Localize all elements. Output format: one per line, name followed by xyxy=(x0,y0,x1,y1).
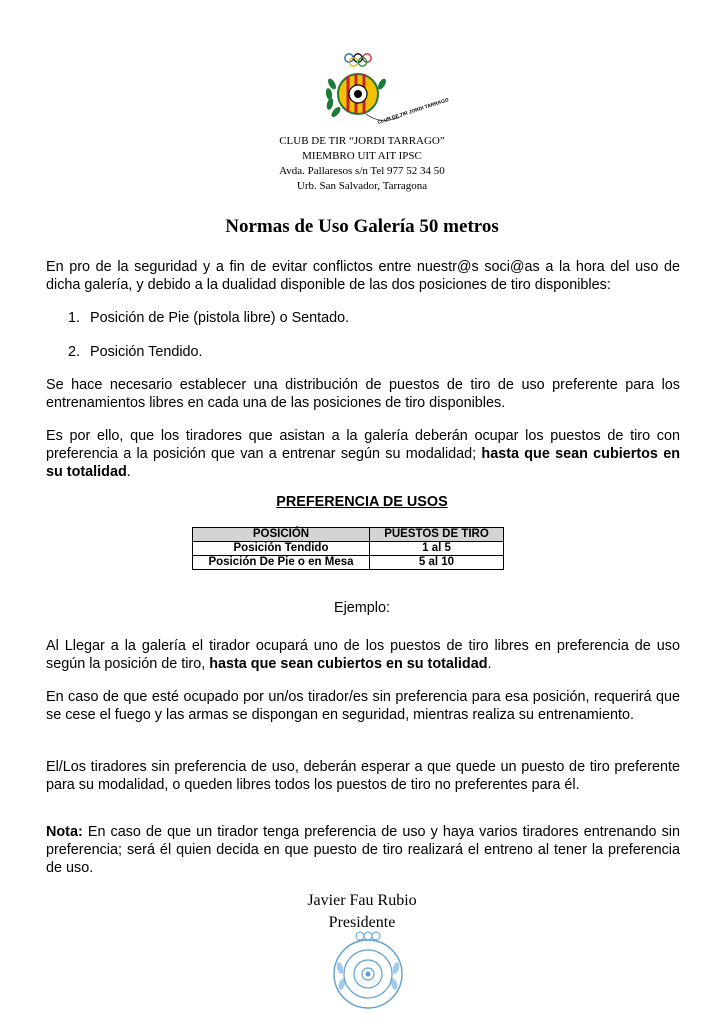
rule-bold-text: hasta que sean cubiertos en su totalidad xyxy=(46,446,680,480)
list-text: Posición Tendido. xyxy=(90,344,203,360)
club-info xyxy=(0,134,724,194)
intro-paragraph: En pro de la seguridad y a fin de evitar conflictos entre nuestr@s soci@as a la hora del uso de dicha galería, y debido a la dualidad disponible de las dos posiciones de tiro disponibles: xyxy=(46,259,680,293)
club-membership: MIEMBRO UIT AIT IPSC xyxy=(302,150,422,162)
occupied-paragraph: En caso de que esté ocupado por un/os tirador/es sin preferencia para esa posición, requerirá que se cese el fuego y las armas se dispongan en seguridad, mientras realiza su entrenamiento. xyxy=(46,689,680,723)
list-text: Posición de Pie (pistola libre) o Sentado. xyxy=(90,310,350,326)
arrival-text: Al Llegar a la galería el tirador ocupará uno de los puestos de tiro libres en preferencia de uso según la posición de tiro, xyxy=(46,638,680,672)
table-header-position: POSICIÓN xyxy=(193,528,370,542)
arrival-paragraph xyxy=(46,637,680,673)
club-address: Avda. Pallaresos s/n Tel 977 52 34 50 xyxy=(279,165,445,177)
list-number: 1. xyxy=(68,310,81,326)
note-paragraph xyxy=(46,823,680,877)
signer-name: Javier Fau Rubio xyxy=(307,892,417,909)
preference-heading: PREFERENCIA DE USOS xyxy=(276,494,448,510)
example-label: Ejemplo: xyxy=(334,600,390,616)
rule-text: Es por ello, que los tiradores que asistan a la galería deberán ocupar los puestos de tiro con preferencia a la posición que van a entrenar según su modalidad; xyxy=(46,428,680,462)
distribution-paragraph: Se hace necesario establecer una distribución de puestos de tiro de uso preferente para los entrenamientos libres en cada una de las posiciones de tiro disponibles. xyxy=(46,377,680,411)
logo-text: CLUB DE TIR JORDI TARRAGO xyxy=(376,97,450,126)
table-row xyxy=(193,556,504,570)
club-locality: Urb. San Salvador, Tarragona xyxy=(296,180,428,192)
table-header-stations: PUESTOS DE TIRO xyxy=(370,528,504,542)
list-item xyxy=(68,343,203,361)
note-text: En caso de que un tirador tenga preferencia de uso y haya varios tiradores entrenando sin preferencia; será él quien decida en que puesto de tiro realizará el entreno al tener la preferencia de uso. xyxy=(46,824,680,876)
rule-end: . xyxy=(126,464,131,480)
club-stamp xyxy=(326,928,410,1012)
club-crest-logo xyxy=(318,50,450,132)
arrival-bold-text: hasta que sean cubiertos en su totalidad xyxy=(209,656,488,672)
note-label: Nota: xyxy=(46,824,83,840)
signature-block xyxy=(0,890,724,934)
list-item xyxy=(68,309,349,327)
wait-paragraph: El/Los tiradores sin preferencia de uso, deberán esperar a que quede un puesto de tiro preferente para su modalidad, o queden libres todos los puestos de tiro no preferentes para él. xyxy=(46,759,680,793)
document-title: Normas de Uso Galería 50 metros xyxy=(225,216,499,237)
club-name: CLUB DE TIR “JORDI TARRAGO” xyxy=(279,135,445,147)
signer-role: Presidente xyxy=(328,914,396,931)
list-number: 2. xyxy=(68,344,81,360)
table-row xyxy=(193,542,504,556)
arrival-end: . xyxy=(487,656,492,672)
table-cell: Posición Tendido xyxy=(193,542,370,556)
table-header-row xyxy=(193,528,504,542)
table-cell: Posición De Pie o en Mesa xyxy=(193,556,370,570)
table-cell: 5 al 10 xyxy=(370,556,504,570)
preference-table xyxy=(192,527,504,570)
rule-paragraph xyxy=(46,427,680,481)
table-cell: 1 al 5 xyxy=(370,542,504,556)
